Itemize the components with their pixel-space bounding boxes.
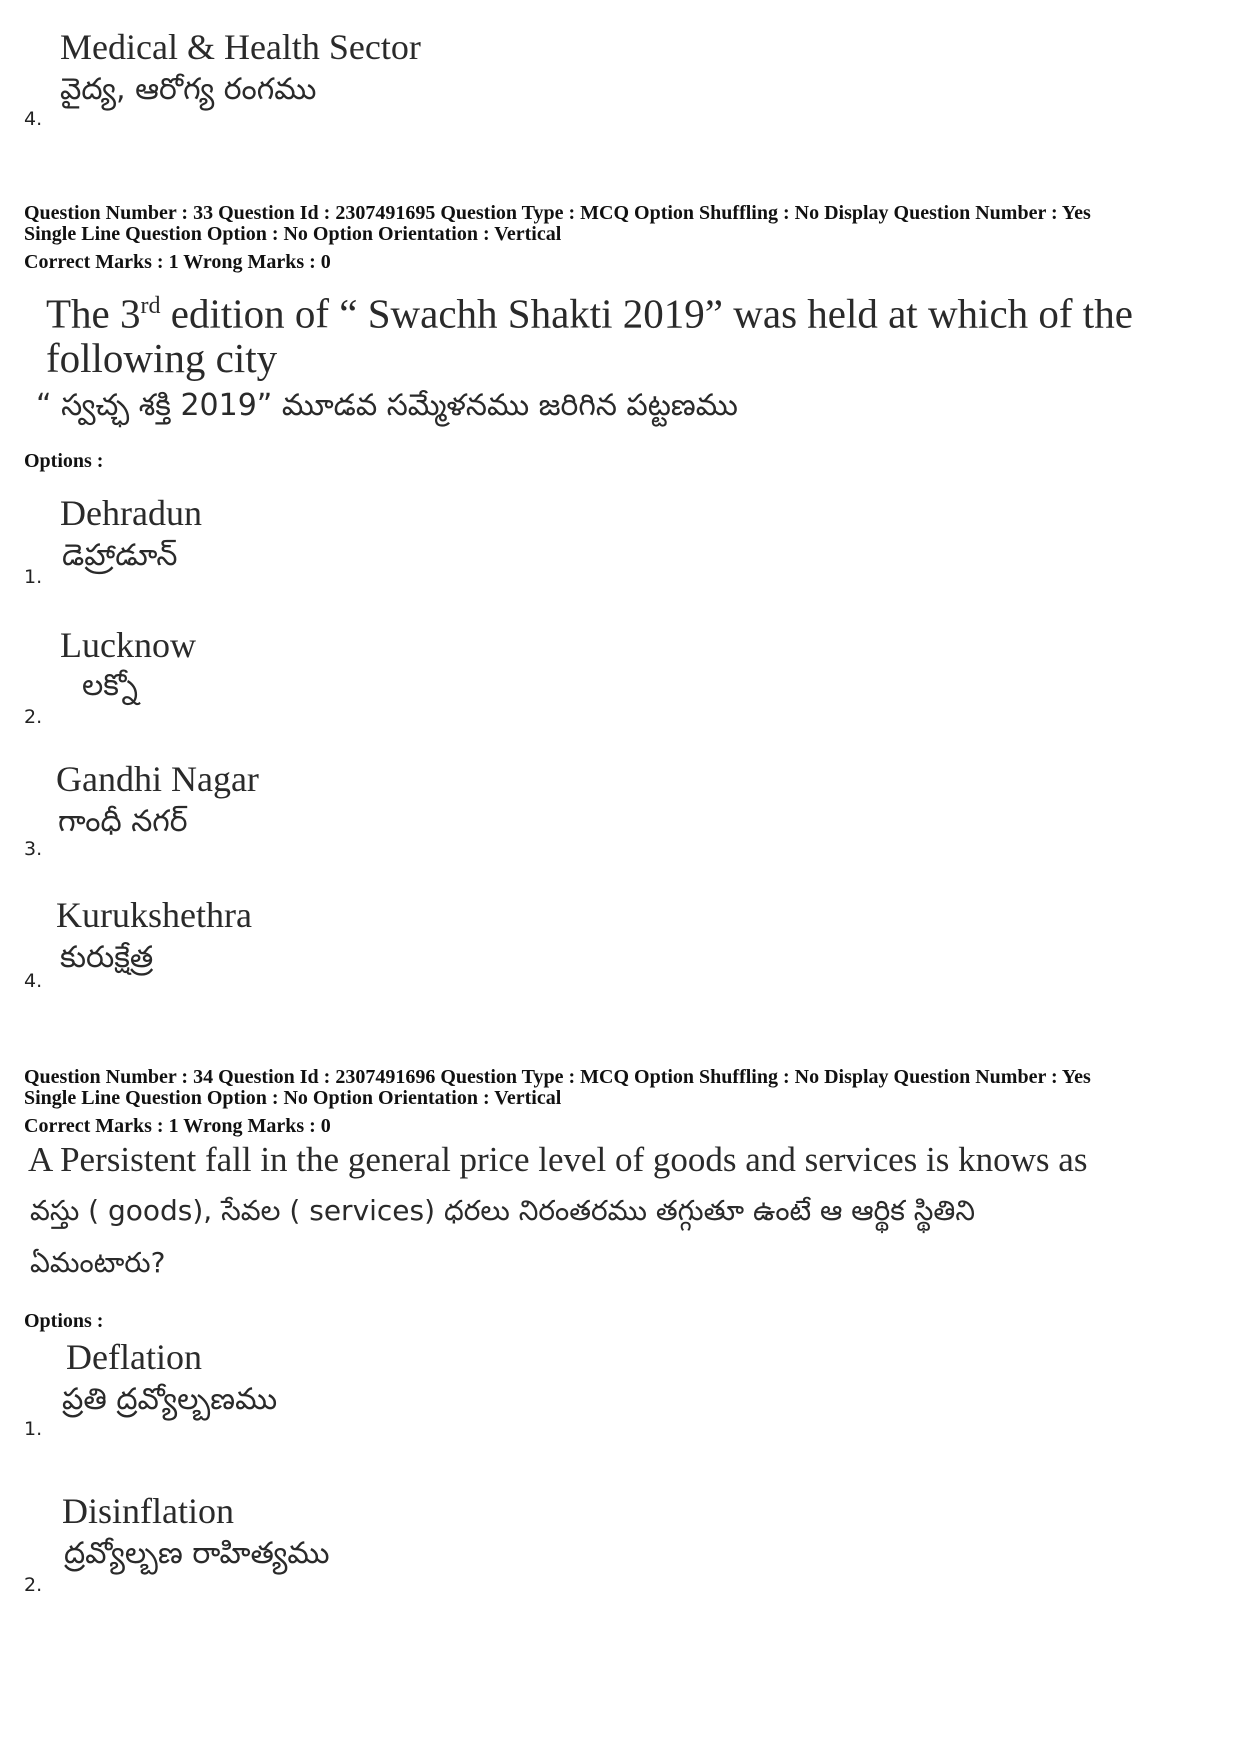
q33-marks: Correct Marks : 1 Wrong Marks : 0 (24, 251, 331, 273)
q33-meta-line2: Single Line Question Option : No Option Orientation : Vertical (24, 223, 562, 245)
q33-question-prefix: The 3 (46, 290, 141, 337)
q34-option-2-english: Disinflation (62, 1491, 234, 1531)
q34-option-1-number: 1. (24, 1418, 43, 1440)
prev-option-4-telugu: వైద్య, ఆరోగ్య రంగము (60, 72, 317, 107)
q33-question-telugu: “ స్వచ్ఛ శక్తి 2019” మూడవ సమ్మేళనము జరిగిన పట్టణము (36, 388, 738, 423)
q33-option-2-telugu: లక్నో (82, 668, 138, 703)
q34-question-english: A Persistent fall in the general price level of goods and services is knows as (28, 1140, 1088, 1179)
prev-option-4-number: 4. (24, 108, 43, 130)
q33-option-3-telugu: గాంధీ నగర్ (58, 804, 188, 839)
q33-meta-line1: Question Number : 33 Question Id : 2307491695 Question Type : MCQ Option Shuffling : No Display Question Number : Yes (24, 202, 1091, 224)
q33-option-3-number: 3. (24, 838, 43, 860)
q33-option-1-telugu: డెహ్రాడూన్ (62, 538, 178, 573)
q33-option-4-telugu: కురుక్షేత్ర (60, 940, 154, 975)
q34-option-1-english: Deflation (66, 1337, 202, 1377)
q33-question-english-line2: following city (46, 335, 278, 381)
q33-option-2-english: Lucknow (60, 625, 196, 665)
q33-option-3-english: Gandhi Nagar (56, 759, 259, 799)
q33-option-4-english: Kurukshethra (56, 895, 252, 935)
q34-option-2-number: 2. (24, 1574, 43, 1596)
q34-meta-line2: Single Line Question Option : No Option Orientation : Vertical (24, 1087, 562, 1109)
q34-question-telugu-line1: వస్తు ( goods), సేవల ( services) ధరలు నిరంతరము తగ్గుతూ ఉంటే ఆ ఆర్థిక స్థితిని (30, 1194, 975, 1227)
q33-option-1-english: Dehradun (60, 493, 202, 533)
q34-option-2-telugu: ద్రవ్యోల్బణ రాహిత్యము (64, 1536, 330, 1571)
q33-question-superscript: rd (140, 293, 161, 319)
q34-marks: Correct Marks : 1 Wrong Marks : 0 (24, 1115, 331, 1137)
q33-options-label: Options : (24, 450, 104, 472)
q33-option-1-number: 1. (24, 566, 43, 588)
prev-option-4-english: Medical & Health Sector (60, 27, 421, 67)
q34-question-telugu-line2: ఏమంటారు? (30, 1246, 166, 1279)
q33-option-2-number: 2. (24, 706, 43, 728)
q34-option-1-telugu: ప్రతి ద్రవ్యోల్బణము (62, 1382, 278, 1417)
q33-question-suffix: edition of “ Swachh Shakti 2019” was held at which of the (160, 290, 1133, 337)
q33-question-english-line1 (46, 280, 1133, 340)
q34-options-label: Options : (24, 1310, 104, 1332)
q33-option-4-number: 4. (24, 970, 43, 992)
q34-meta-line1: Question Number : 34 Question Id : 2307491696 Question Type : MCQ Option Shuffling : No Display Question Number : Yes (24, 1066, 1091, 1088)
